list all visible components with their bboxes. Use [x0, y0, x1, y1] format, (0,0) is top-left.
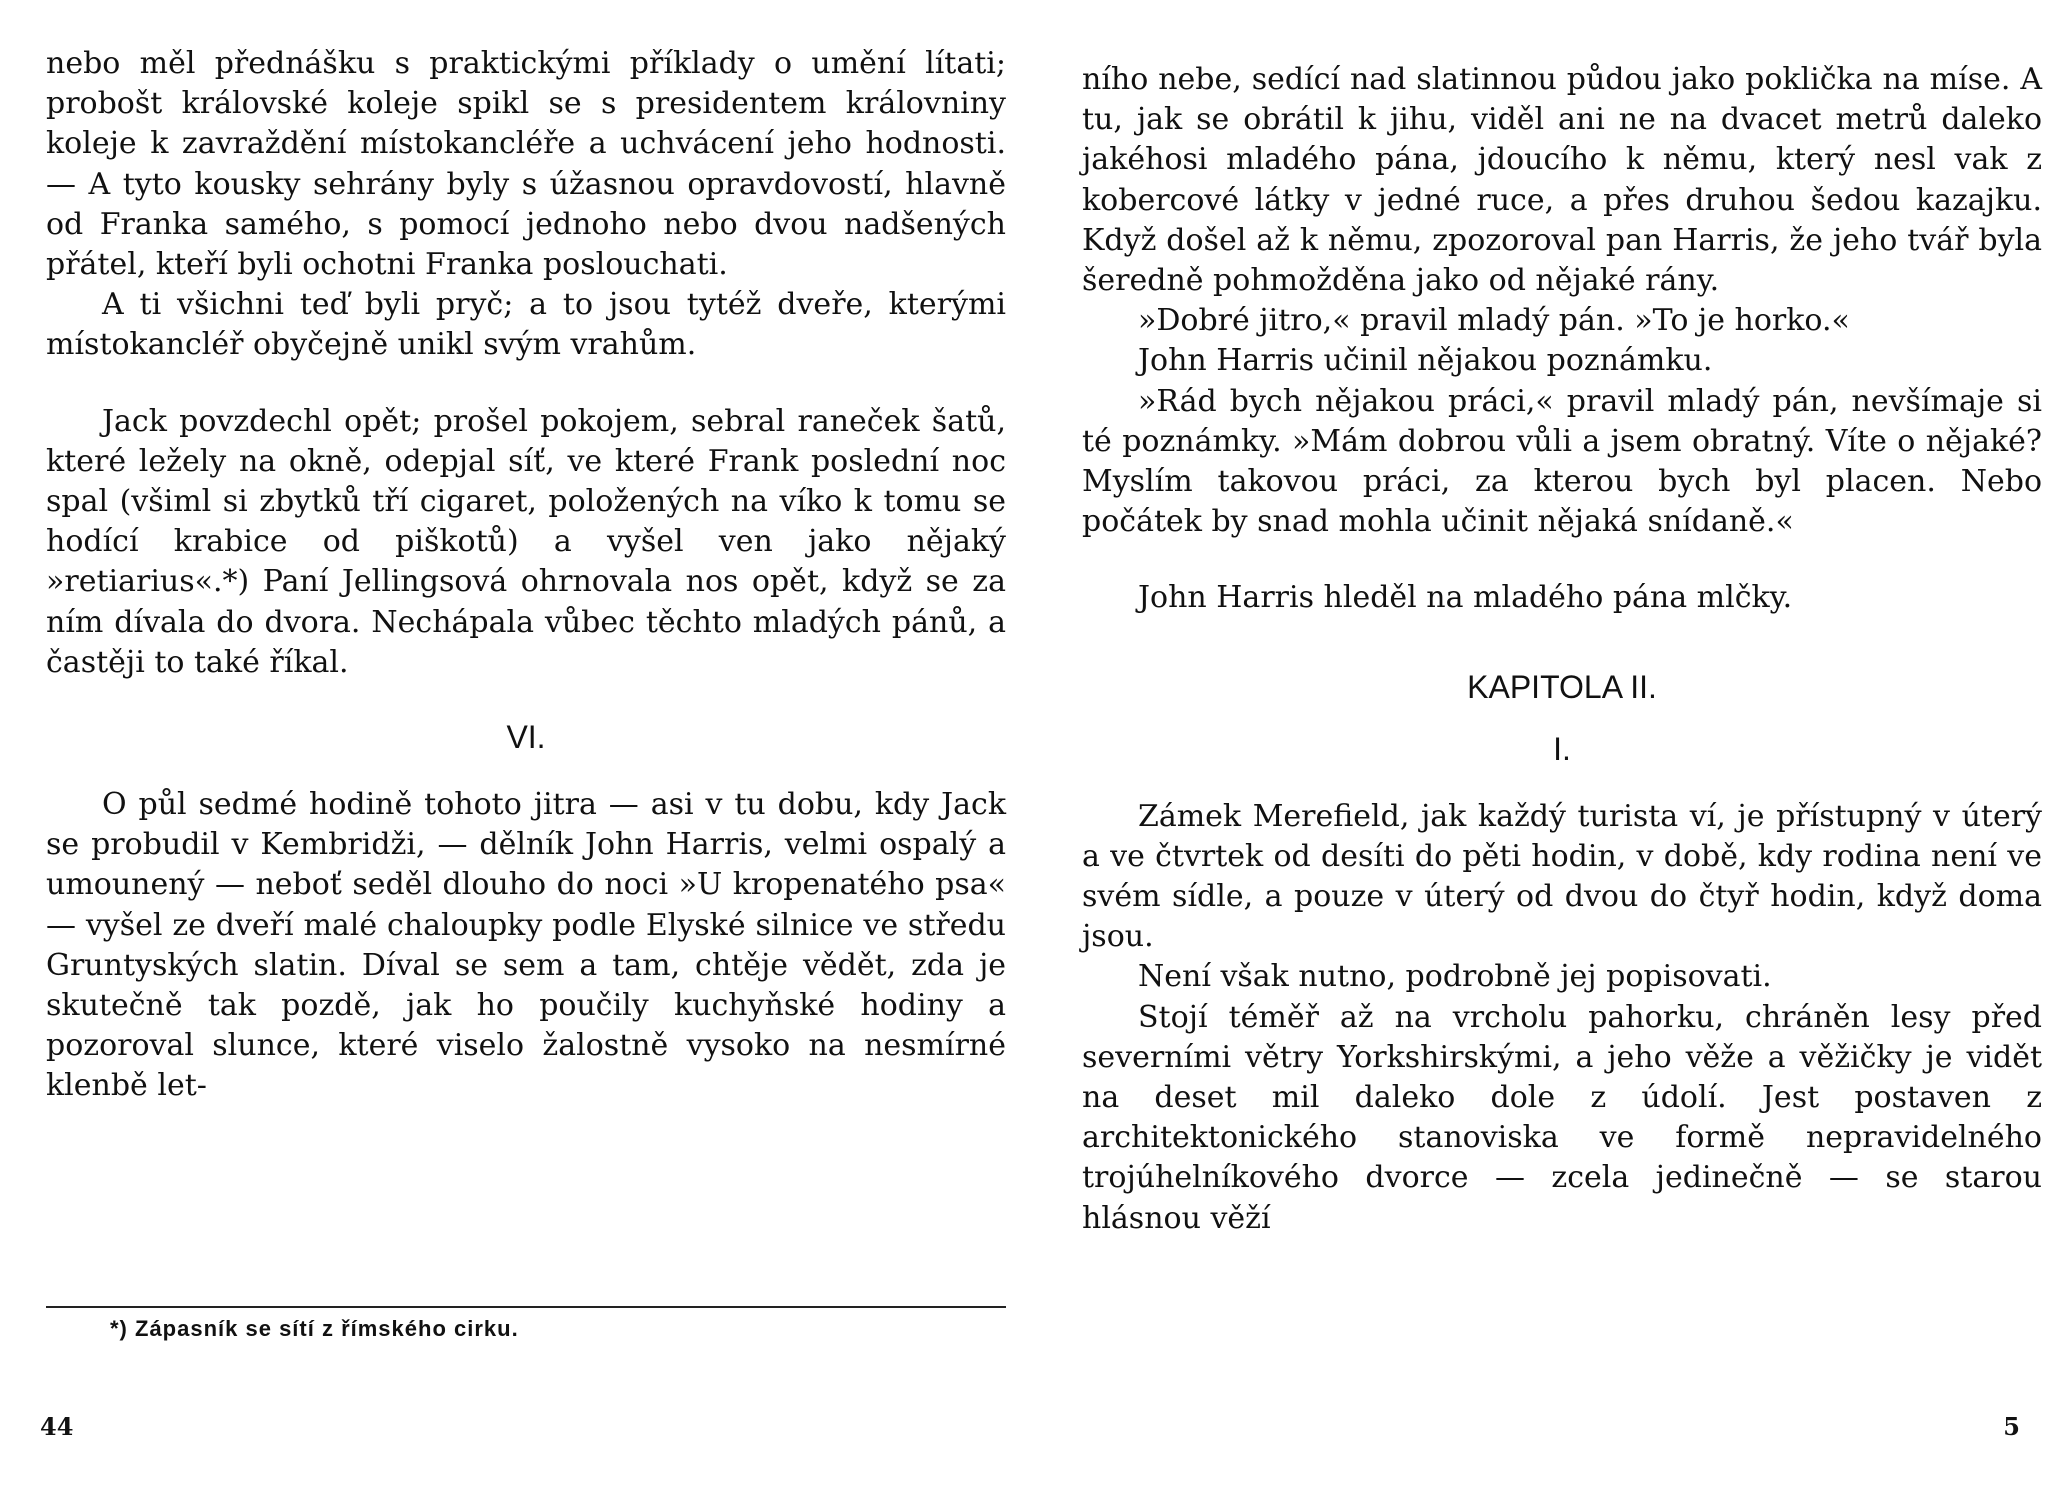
page-number: 5	[2003, 1412, 2020, 1441]
paragraph: Zámek Merefield, jak každý turista ví, je přístupný v úterý a ve čtvrtek od desíti do pěti hodin, v době, kdy rodina není ve svém sídle, a pouze v úterý od dvou do čtyř hodin, když doma jsou.	[1082, 798, 2042, 955]
footnote-divider	[46, 1306, 1006, 1308]
paragraph: ního nebe, sedící nad slatinnou půdou jako poklička na míse. A tu, jak se obrátil k jihu, viděl ani ne na dvacet metrů daleko jakéhosi mladého pána, jdoucího k němu, který nesl vak z kobercové látky v jedné ruce, a přes druhou šedou kazajku. Když došel až k němu, zpozoroval pan Harris, že jeho tvář byla šeredně pohmožděna jako od nějaké rány.	[1082, 62, 2042, 299]
paragraph: Jack povzdechl opět; prošel pokojem, sebral raneček šatů, které ležely na okně, odepjal síť, ve které Frank poslední noc spal (všiml si zbytků tří cigaret, položených na víko k tomu se hodící krabice od piškotů) a vyšel ven jako nějaký »retiarius«.*) Paní Jellingsová ohrnovala nos opět, když se za ním dívala do dvora. Nechápala vůbec těchto mladých pánů, a častěji to také říkal.	[46, 403, 1006, 680]
right-text-column	[1082, 60, 2042, 1239]
section-heading: VI.	[506, 719, 546, 756]
footnote: *) Zápasník se sítí z římského cirku.	[110, 1316, 519, 1341]
left-text-column	[46, 44, 1006, 1107]
paragraph: Stojí téměř až na vrcholu pahorku, chráněn lesy před severními větry Yorkshirskými, a jeho věže a věžičky je vidět na deset mil daleko dole z údolí. Jest postaven z architektonického stanoviska ve formě nepravidelného trojúhelníkového dvorce — zcela jedinečně — se starou hlásnou věží	[1082, 999, 2042, 1236]
right-page	[1036, 0, 2072, 1500]
paragraph: O půl sedmé hodině tohoto jitra — asi v tu dobu, kdy Jack se probudil v Kembridži, — dělník John Harris, velmi ospalý a umounený — neboť seděl dlouho do noci »U kropenatého psa« — vyšel ze dveří malé chaloupky podle Elyské silnice ve středu Gruntyských slatin. Díval se sem a tam, chtěje vědět, zda je skutečně tak pozdě, jak ho poučily kuchyňské hodiny a pozoroval slunce, které viselo žalostně vysoko na nesmírné klenbě let-	[46, 787, 1006, 1104]
paragraph: »Dobré jitro,« pravil mladý pán. »To je horko.«	[1138, 303, 1850, 339]
paragraph: »Rád bych nějakou práci,« pravil mladý pán, nevšímaje si té poznámky. »Mám dobrou vůli a jsem obratný. Víte o nějaké? Myslím takovou práci, za kterou bych byl placen. Nebo počátek by snad mohla učinit nějaká snídaně.«	[1082, 383, 2042, 540]
page-number: 44	[40, 1412, 74, 1441]
paragraph: John Harris učinil nějakou poznámku.	[1138, 343, 1713, 379]
chapter-heading: KAPITOLA II.	[1467, 668, 1657, 705]
paragraph: Není však nutno, podrobně jej popisovati.	[1138, 959, 1772, 995]
paragraph: nebo měl přednášku s praktickými příklady o umění lítati; probošt královské koleje spikl se s presidentem královniny koleje k zavraždění místokancléře a uchvácení jeho hodnosti. — A tyto kousky sehrány byly s úžasnou opravdovostí, hlavně od Franka samého, s pomocí jednoho nebo dvou nadšených přátel, kteří byli ochotni Franka poslouchati.	[46, 46, 1006, 283]
paragraph: A ti všichni teď byli pryč; a to jsou tytéž dveře, kterými místokancléř obyčejně unikl svým vrahům.	[46, 287, 1006, 363]
paragraph: John Harris hleděl na mladého pána mlčky.	[1138, 580, 1793, 616]
section-heading: I.	[1553, 730, 1571, 767]
